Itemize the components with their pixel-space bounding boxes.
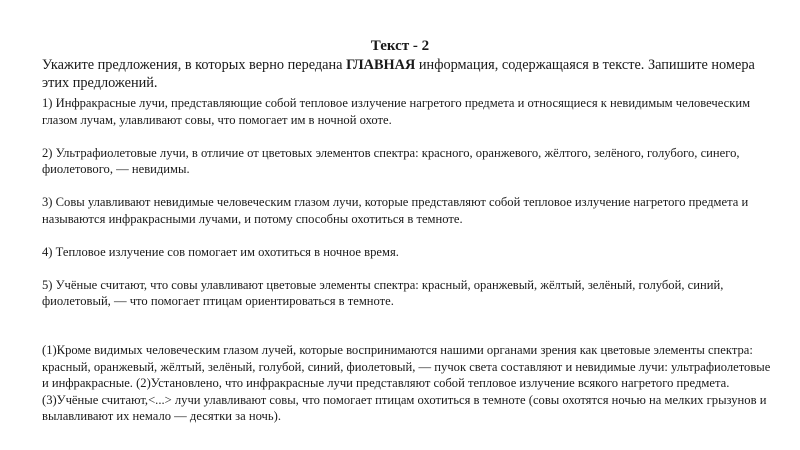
answer-option-1: 1) Инфракрасные лучи, представляющие собой тепловое излучение нагретого предмета и относящиеся к невидимым человеческим глазом лучам, улавливают совы, что помогает им в ночной охоте. xyxy=(42,96,751,127)
instruction-text-before: Укажите предложения, в которых верно передана xyxy=(42,57,347,73)
page-title: Текст - 2 xyxy=(370,38,430,54)
instruction-emphasis: ГЛАВНАЯ xyxy=(346,57,416,73)
source-sentence-1: (1)Кроме видимых человеческим глазом лучей, которые воспринимаются нашими органами зрения как цветовые элементы спектра: красный, оранжевый, жёлтый, зелёный, голубой, синий, фиолетовый, — пучок света составляют и невидимые лучи: ультрафиолетовые и инфракрасные. xyxy=(42,343,771,390)
answer-option-5: 5) Учёные считают, что совы улавливают цветовые элементы спектра: красный, оранжевый, жёлтый, зелёный, голубой, синий, фиолетовый, — что помогает птицам ориентироваться в темноте. xyxy=(42,277,724,308)
source-sentence-3: (3)Учёные считают,<...> лучи улавливают совы, что помогает птицам охотиться в темноте (совы охотятся ночью на мелких грызунов и вылавливают их немало — десятки за ночь). xyxy=(42,392,767,423)
instruction-text-after: информация, содержащаяся в тексте. Запишите номера этих предложений. xyxy=(42,57,755,91)
answer-options xyxy=(42,95,777,310)
answer-option-3: 3) Совы улавливают невидимые человеческим глазом лучи, которые представляют собой тепловое излучение нагретого предмета и называются инфракрасными лучами, и потому способны охотиться в темноте. xyxy=(42,195,749,226)
task-instruction xyxy=(42,56,772,92)
source-text xyxy=(42,342,777,425)
source-sentence-2: (2)Установлено, что инфракрасные лучи представляют собой тепловое излучение всякого нагретого предмета. xyxy=(136,376,730,390)
answer-option-4: 4) Тепловое излучение сов помогает им охотиться в ночное время. xyxy=(42,244,399,259)
answer-option-2: 2) Ультрафиолетовые лучи, в отличие от цветовых элементов спектра: красного, оранжевого, жёлтого, зелёного, голубого, синего, фиолетового, — невидимы. xyxy=(42,145,740,176)
